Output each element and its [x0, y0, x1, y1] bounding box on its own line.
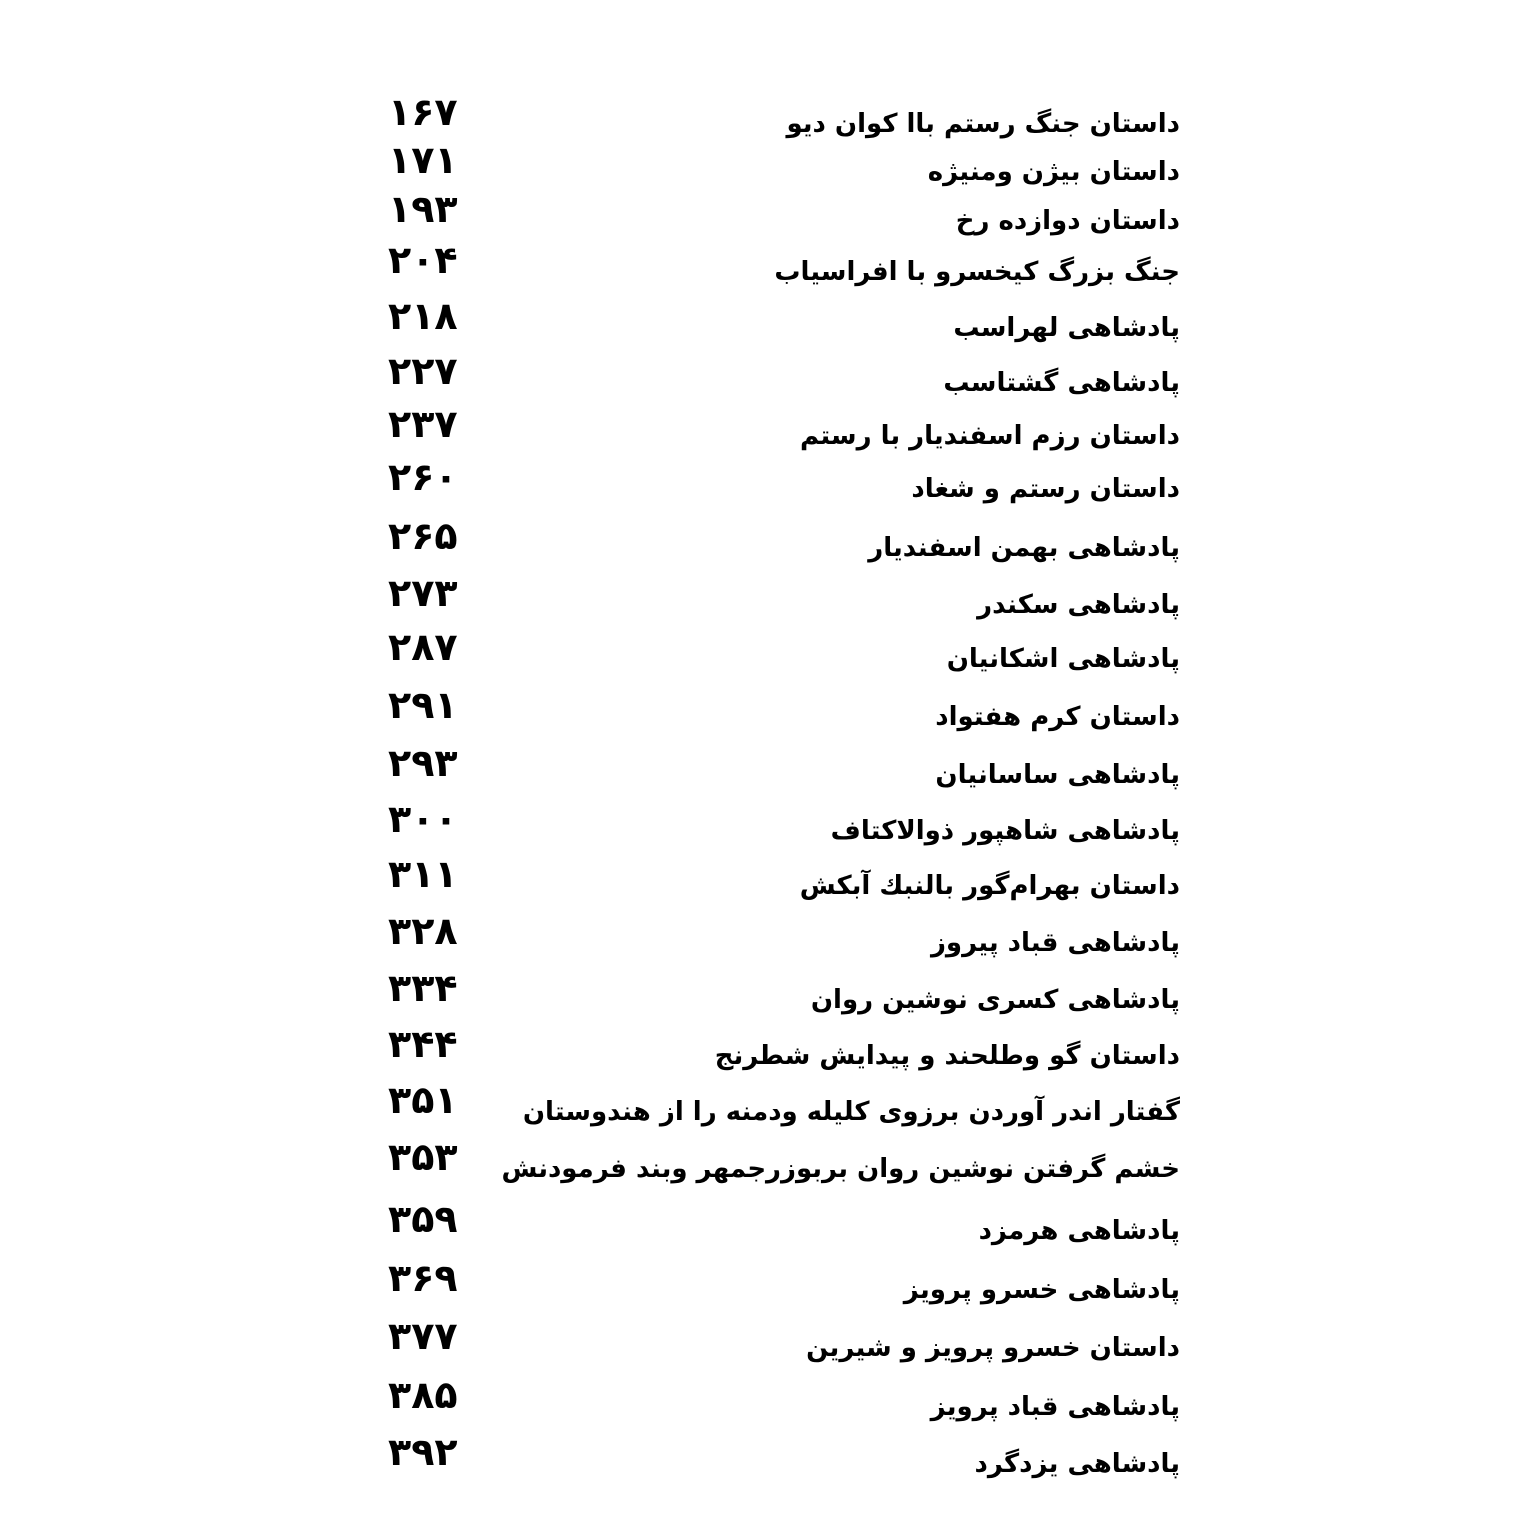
toc-entry-page-number: ۱۷۱ — [388, 138, 458, 182]
toc-entry — [380, 238, 1180, 300]
toc-entry-title: داستان بهرام‌گور بالنبك آبکش — [799, 871, 1180, 901]
toc-entry — [380, 294, 1180, 356]
toc-entry — [380, 1256, 1180, 1318]
toc-entry-title: خشم گرفتن نوشین روان بربوزرجمهر وبند فرمودنش — [501, 1154, 1180, 1184]
toc-entry — [380, 402, 1180, 464]
toc-entry-page-number: ۲۸۷ — [388, 625, 458, 669]
toc-entry — [380, 138, 1180, 200]
toc-entry-title: داستان رستم و شغاد — [911, 474, 1180, 504]
toc-entry-page-number: ۳۵۳ — [388, 1135, 458, 1179]
toc-entry — [380, 625, 1180, 687]
toc-entry-page-number: ۲۲۷ — [388, 349, 458, 393]
toc-entry-title: پادشاهی هرمزد — [978, 1216, 1180, 1246]
toc-entry-page-number: ۳۰۰ — [388, 797, 458, 841]
toc-entry — [380, 1078, 1180, 1140]
toc-entry — [380, 90, 1180, 152]
toc-entry-title: داستان کرم هفتواد — [935, 702, 1180, 732]
toc-entry-title: جنگ بزرگ کیخسرو با افراسیاب — [774, 257, 1180, 287]
toc-entry — [380, 1197, 1180, 1259]
toc-entry — [380, 1373, 1180, 1435]
toc-entry — [380, 571, 1180, 633]
toc-entry-page-number: ۳۷۷ — [388, 1314, 458, 1358]
toc-entry — [380, 187, 1180, 249]
toc-entry-title: پادشاهی سکندر — [977, 590, 1180, 620]
toc-entry-title: پادشاهی شاهپور ذوالاکتاف — [830, 816, 1180, 846]
toc-entry-page-number: ۱۹۳ — [388, 187, 458, 231]
toc-entry — [380, 966, 1180, 1028]
toc-entry-page-number: ۳۵۱ — [388, 1078, 458, 1122]
toc-entry-title: داستان گو وطلحند و پیدایش شطرنج — [714, 1041, 1180, 1071]
toc-entry-title: داستان بیژن ومنیژه — [927, 157, 1180, 187]
toc-entry-title: پادشاهی قباد پرویز — [930, 1392, 1180, 1422]
toc-entry — [380, 349, 1180, 411]
toc-entry-page-number: ۲۶۵ — [388, 514, 458, 558]
toc-entry-page-number: ۱۶۷ — [388, 90, 458, 134]
toc-entry-page-number: ۳۹۲ — [388, 1430, 458, 1474]
toc-entry-page-number: ۳۲۸ — [388, 909, 458, 953]
toc-entry-title: داستان خسرو پرویز و شیرین — [806, 1333, 1180, 1363]
toc-entry — [380, 1135, 1180, 1197]
toc-entry-title: داستان دوازده رخ — [955, 206, 1180, 236]
toc-entry — [380, 797, 1180, 859]
toc-entry-page-number: ۳۵۹ — [388, 1197, 458, 1241]
toc-entry — [380, 683, 1180, 745]
toc-entry-title: پادشاهی خسرو پرویز — [903, 1275, 1180, 1305]
toc-entry-page-number: ۳۱۱ — [388, 852, 458, 896]
toc-entry-page-number: ۲۹۱ — [388, 683, 458, 727]
toc-entry-page-number: ۳۳۴ — [388, 966, 458, 1010]
toc-entry-page-number: ۳۸۵ — [388, 1373, 458, 1417]
toc-entry — [380, 1022, 1180, 1084]
toc-entry-page-number: ۳۶۹ — [388, 1256, 458, 1300]
toc-entry-title: داستان جنگ رستم باا کوان دیو — [786, 109, 1180, 139]
toc-entry-title: پادشاهی یزدگرد — [974, 1449, 1180, 1479]
toc-entry-title: پادشاهی بهمن اسفندیار — [868, 533, 1180, 563]
toc-entry-title: گفتار اندر آوردن برزوی کلیله ودمنه را از هندوستان — [522, 1097, 1180, 1127]
toc-entry-title: پادشاهی کسری نوشین روان — [810, 985, 1180, 1015]
toc-entry-page-number: ۲۹۳ — [388, 741, 458, 785]
toc-entry-title: پادشاهی گشتاسب — [943, 368, 1180, 398]
toc-entry-page-number: ۲۶۰ — [388, 455, 458, 499]
toc-entry-page-number: ۲۷۳ — [388, 571, 458, 615]
toc-entry — [380, 909, 1180, 971]
toc-entry-title: پادشاهی قباد پیروز — [930, 928, 1180, 958]
toc-entry-page-number: ۳۴۴ — [388, 1022, 458, 1066]
toc-entry-title: پادشاهی اشکانیان — [946, 644, 1180, 674]
toc-entry — [380, 514, 1180, 576]
toc-entry — [380, 741, 1180, 803]
toc-entry-page-number: ۲۰۴ — [388, 238, 458, 282]
toc-entry-title: داستان رزم اسفندیار با رستم — [800, 421, 1180, 451]
toc-entry-title: پادشاهی لهراسب — [953, 313, 1180, 343]
toc-entry-page-number: ۲۳۷ — [388, 402, 458, 446]
toc-entry-page-number: ۲۱۸ — [388, 294, 458, 338]
toc-entry — [380, 852, 1180, 914]
toc-entry-title: پادشاهی ساسانیان — [935, 760, 1180, 790]
toc-entry — [380, 1314, 1180, 1376]
toc-entry — [380, 455, 1180, 517]
toc-entry — [380, 1430, 1180, 1492]
